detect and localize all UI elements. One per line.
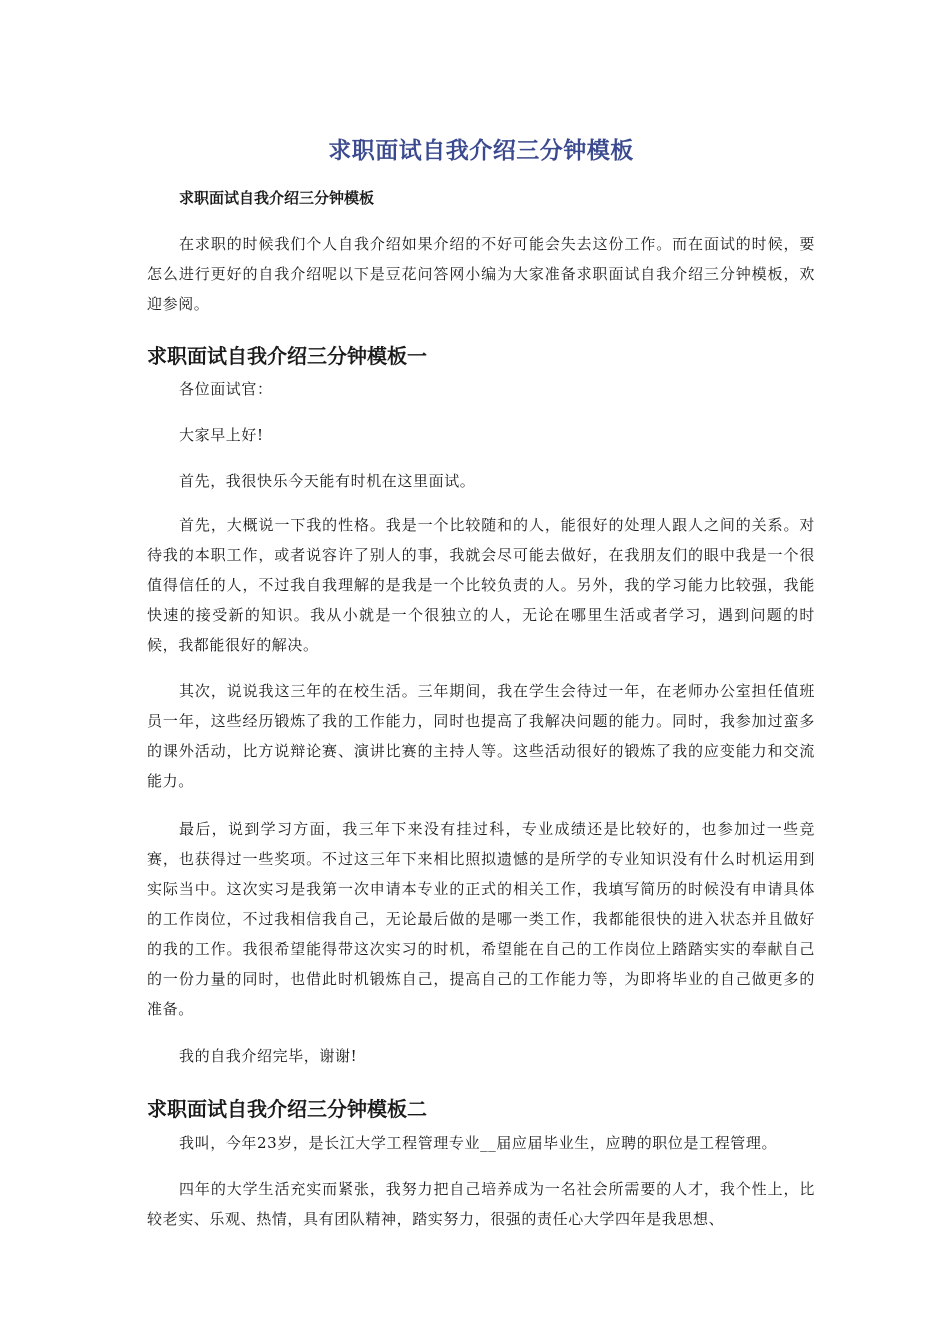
document-title: 求职面试自我介绍三分钟模板 (328, 138, 634, 164)
section-1-paragraph: 各位面试官： (179, 380, 273, 398)
section-2-paragraph: 四年的大学生活充实而紧张，我努力把自己培养成为一名社会所需要的人才，我个性上，比较老实、乐观、热情，具有团队精神，踏实努力，很强的责任心大学四年是我思想、 (147, 1180, 815, 1228)
intro-paragraph: 在求职的时候我们个人自我介绍如果介绍的不好可能会失去这份工作。而在面试的时候，要怎么进行更好的自我介绍呢以下是豆花问答网小编为大家准备求职面试自我介绍三分钟模板，欢迎参阅。 (147, 235, 815, 313)
section-1-paragraph: 其次，说说我这三年的在校生活。三年期间，我在学生会待过一年，在老师办公室担任值班员一年，这些经历锻炼了我的工作能力，同时也提高了我解决问题的能力。同时，我参加过蛮多的课外活动，比方说辩论赛、演讲比赛的主持人等。这些活动很好的锻炼了我的应变能力和交流能力。 (147, 682, 815, 790)
section-2-heading: 求职面试自我介绍三分钟模板二 (147, 1097, 427, 1121)
section-1-heading: 求职面试自我介绍三分钟模板一 (147, 344, 427, 368)
section-2-paragraph: 我叫，今年23岁，是长江大学工程管理专业__届应届毕业生，应聘的职位是工程管理。 (179, 1134, 778, 1152)
section-1-paragraph: 大家早上好! (179, 426, 264, 444)
document-subtitle: 求职面试自我介绍三分钟模板 (179, 189, 375, 207)
section-1-paragraph: 首先，大概说一下我的性格。我是一个比较随和的人，能很好的处理人跟人之间的关系。对待我的本职工作，或者说容许了别人的事，我就会尽可能去做好，在我朋友们的眼中我是一个很值得信任的人，不过我自我理解的是我是一个比较负责的人。另外，我的学习能力比较强，我能快速的接受新的知识。我从小就是一个很独立的人，无论在哪里生活或者学习，遇到问题的时候，我都能很好的解决。 (147, 516, 815, 654)
section-1-paragraph: 我的自我介绍完毕，谢谢! (179, 1047, 358, 1065)
section-1-paragraph: 最后，说到学习方面，我三年下来没有挂过科，专业成绩还是比较好的，也参加过一些竞赛，也获得过一些奖项。不过这三年下来相比照拟遗憾的是所学的专业知识没有什么时机运用到实际当中。这次实习是我第一次申请本专业的正式的相关工作，我填写简历的时候没有申请具体的工作岗位，不过我相信我自己，无论最后做的是哪一类工作，我都能很快的进入状态并且做好的我的工作。我很希望能得带这次实习的时机，希望能在自己的工作岗位上踏踏实实的奉献自己的一份力量的同时，也借此时机锻炼自己，提高自己的工作能力等，为即将毕业的自己做更多的准备。 (147, 820, 815, 1018)
section-1-paragraph: 首先，我很快乐今天能有时机在这里面试。 (179, 472, 476, 490)
